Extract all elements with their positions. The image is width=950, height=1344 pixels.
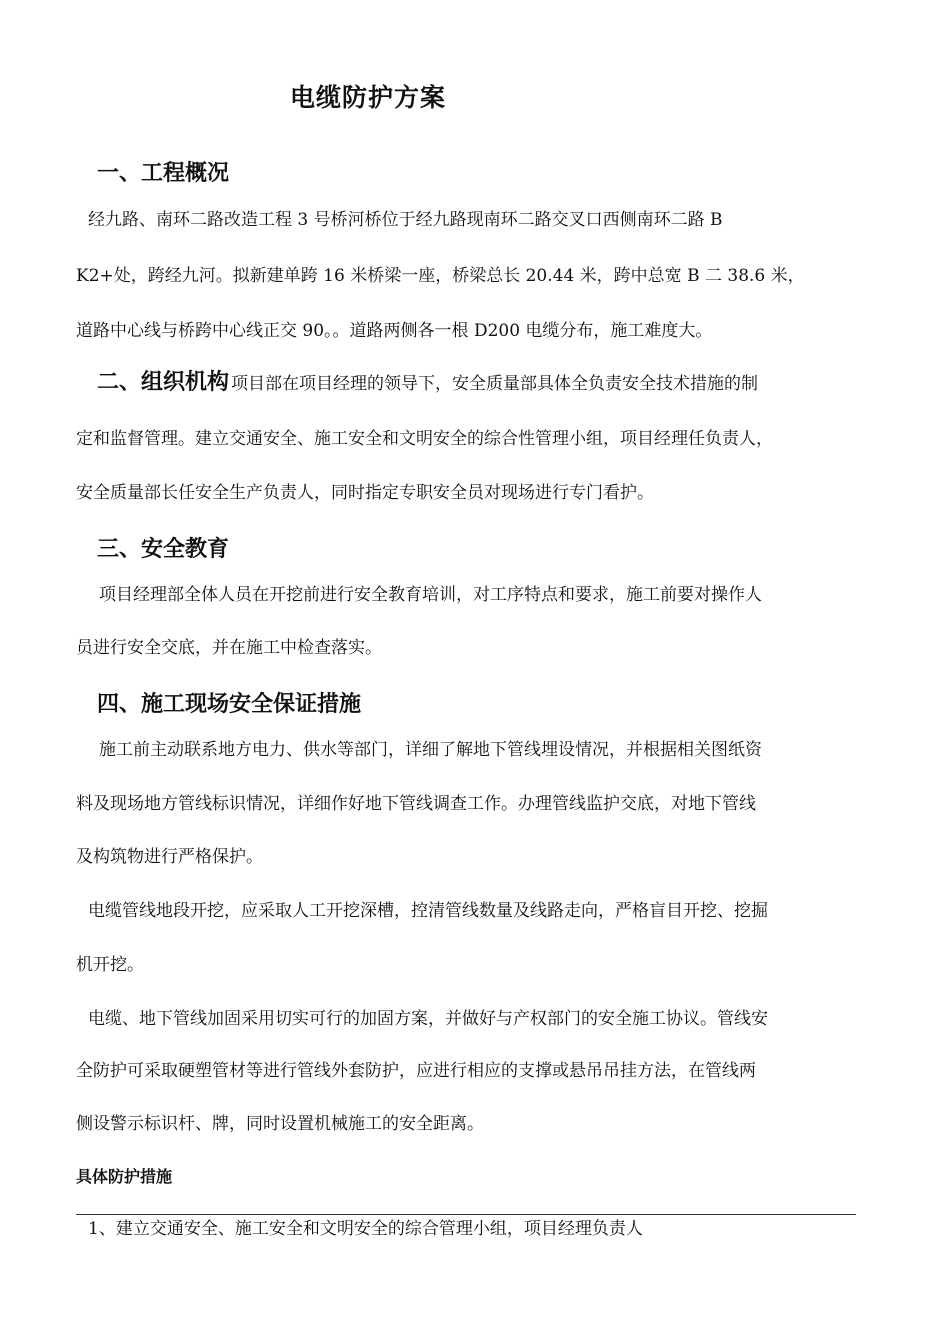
site-safety-p1-line-2: 料及现场地方管线标识情况，详细作好地下管线调查工作。办理管线监护交底，对地下管线	[76, 794, 756, 814]
overview-line-2: K2+处，跨经九河。拟新建单跨 16 米桥梁一座，桥梁总长 20.44 米，跨中总宽 B 二 38.6 米，	[76, 266, 805, 286]
document-title: 电缆防护方案	[290, 83, 447, 112]
site-safety-p3-line-3: 侧设警示标识杆、牌，同时设置机械施工的安全距离。	[76, 1114, 484, 1134]
organization-first-line	[97, 371, 758, 396]
organization-line-3: 安全质量部长任安全生产负责人，同时指定专职安全员对现场进行专门看护。	[76, 483, 654, 503]
horizontal-divider	[76, 1214, 856, 1215]
site-safety-p1-line-1: 施工前主动联系地方电力、供水等部门，详细了解地下管线埋设情况，并根据相关图纸资	[99, 740, 762, 760]
overview-line-3: 道路中心线与桥跨中心线正交 90。。道路两侧各一根 D200 电缆分布，施工难度大。	[76, 321, 713, 341]
measures-item-1: 1、建立交通安全、施工安全和文明安全的综合管理小组，项目经理负责人	[88, 1219, 643, 1239]
overview-line-1: 经九路、南环二路改造工程 3 号桥河桥位于经九路现南环二路交叉口西侧南环二路 B	[88, 210, 723, 230]
site-safety-p3-line-1: 电缆、地下管线加固采用切实可行的加固方案，并做好与产权部门的安全施工协议。管线安	[88, 1009, 768, 1029]
section-heading-organization: 二、组织机构	[97, 370, 230, 395]
site-safety-p2-line-1: 电缆管线地段开挖，应采取人工开挖深槽，控清管线数量及线路走向，严格盲目开挖、挖掘	[88, 901, 768, 921]
measures-heading: 具体防护措施	[76, 1167, 173, 1186]
education-line-1: 项目经理部全体人员在开挖前进行安全教育培训，对工序特点和要求，施工前要对操作人	[99, 585, 762, 605]
site-safety-p1-line-3: 及构筑物进行严格保护。	[76, 847, 263, 867]
section-heading-overview: 一、工程概况	[97, 161, 230, 186]
education-line-2: 员进行安全交底，并在施工中检查落实。	[76, 638, 382, 658]
organization-line-2: 定和监督管理。建立交通安全、施工安全和文明安全的综合性管理小组，项目经理任负责人，	[76, 429, 773, 449]
section-heading-education: 三、安全教育	[97, 537, 230, 562]
site-safety-p2-line-2: 机开挖。	[76, 955, 144, 975]
organization-first-line-text: 项目部在项目经理的领导下，安全质量部具体全负责安全技术措施的制	[231, 374, 759, 394]
site-safety-p3-line-2: 全防护可采取硬塑管材等进行管线外套防护，应进行相应的支撑或悬吊吊挂方法，在管线两	[76, 1061, 756, 1081]
section-heading-site-safety: 四、施工现场安全保证措施	[97, 692, 362, 717]
